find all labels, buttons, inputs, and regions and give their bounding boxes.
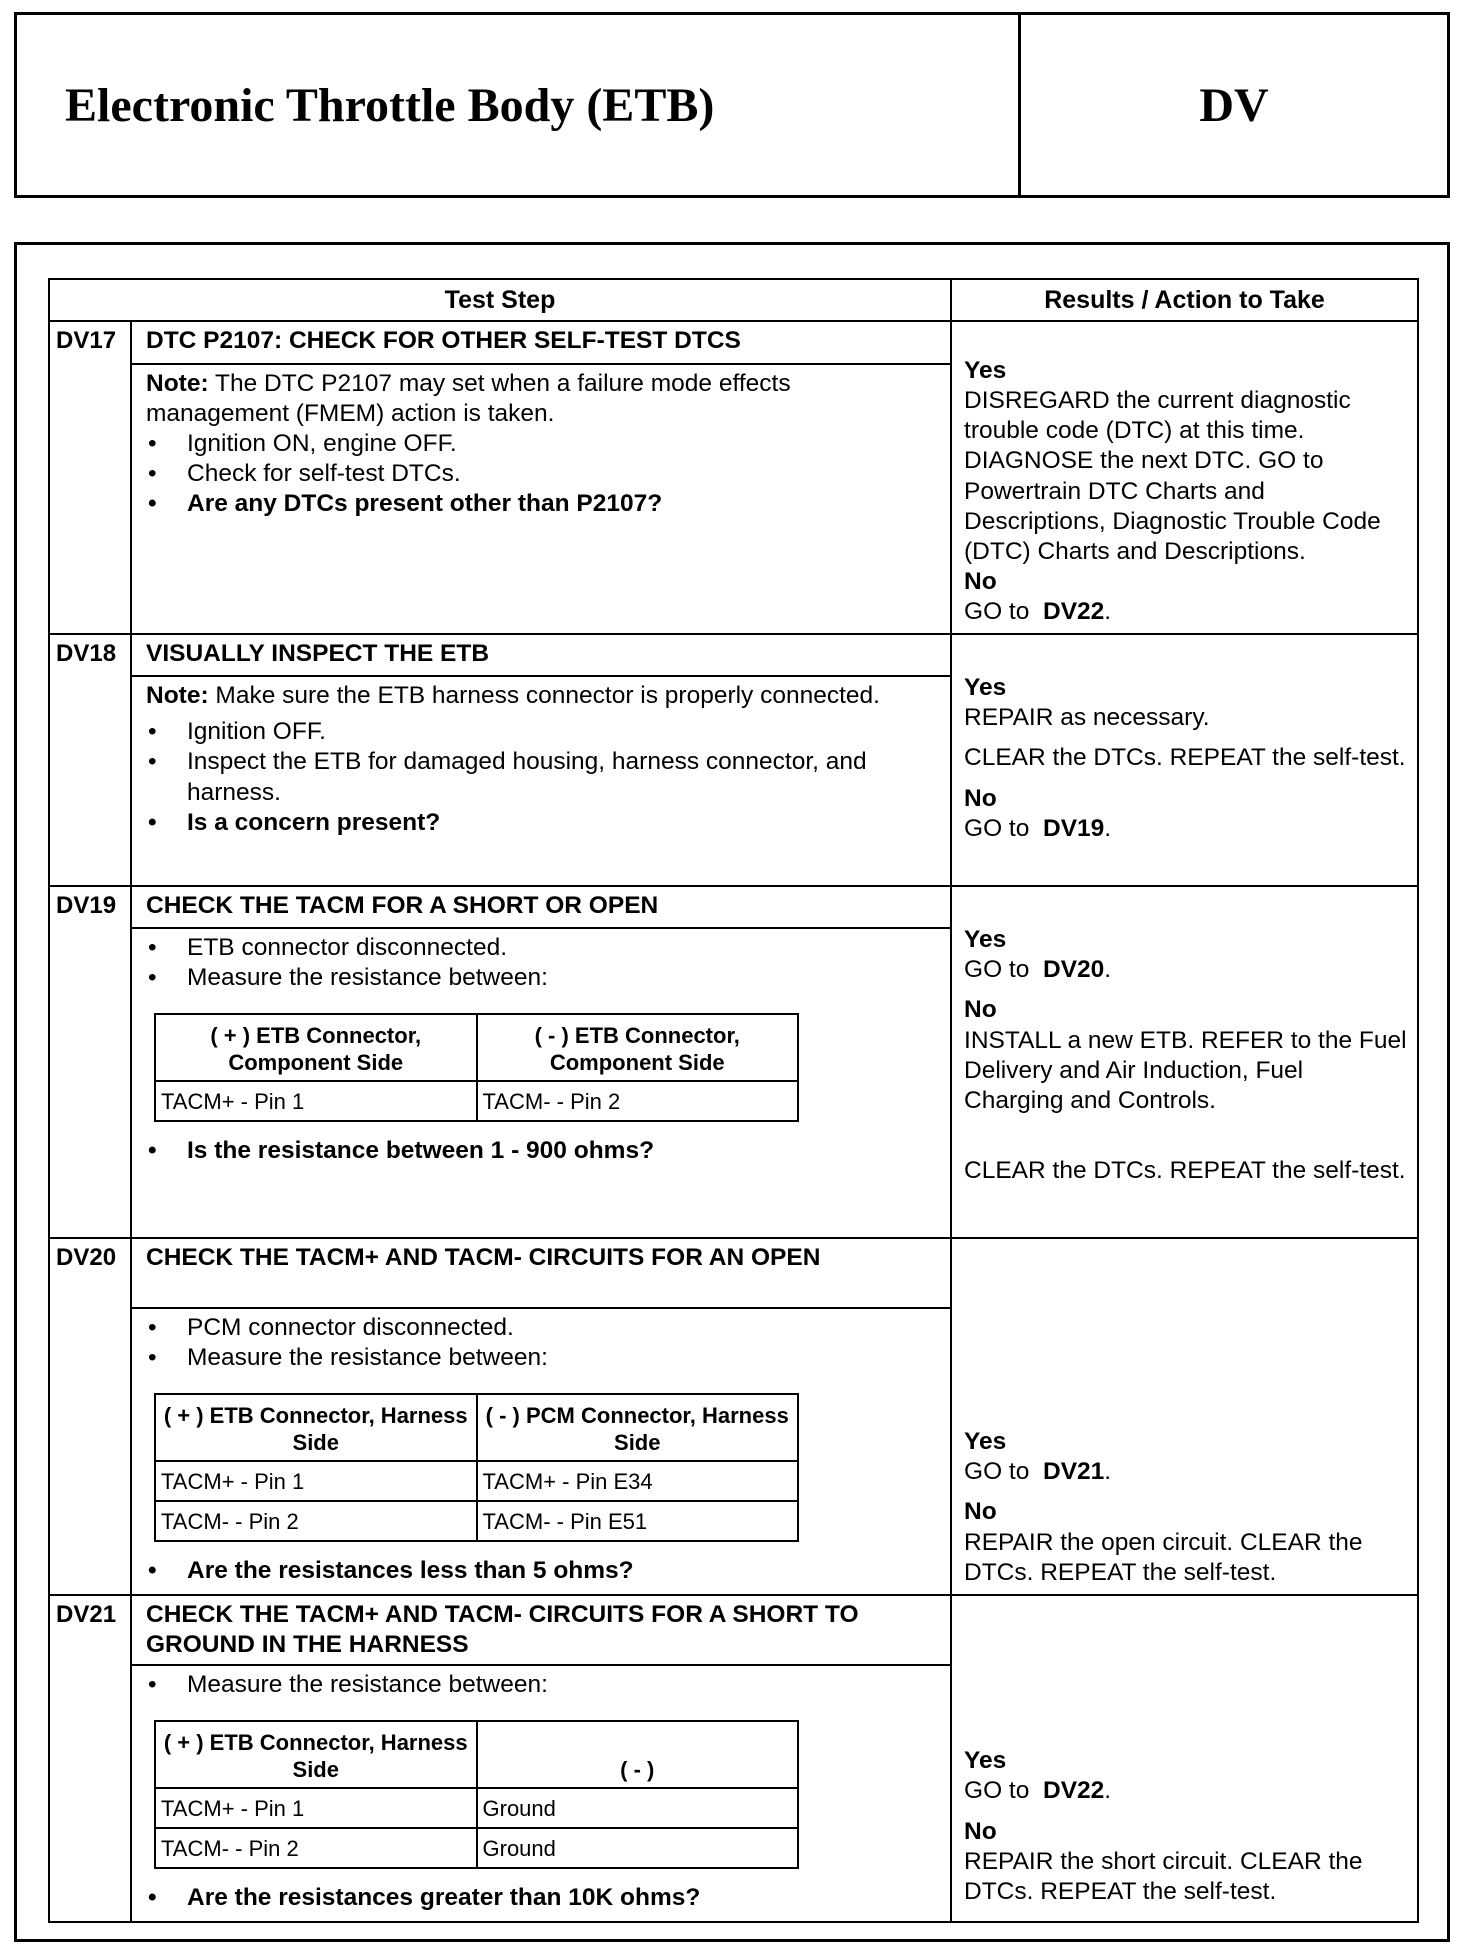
resistance-table <box>154 1393 799 1542</box>
table-cell: TACM- - Pin E51 <box>477 1501 799 1541</box>
yes-action-prefix: GO to <box>964 1777 1030 1805</box>
step-result <box>951 886 1418 1238</box>
table-header: ( + ) ETB Connector, Harness Side <box>155 1721 477 1788</box>
step-bullets <box>146 1556 940 1586</box>
table-cell: Ground <box>477 1788 799 1828</box>
step-body <box>131 364 951 634</box>
table-header-row <box>49 279 1418 321</box>
table-row <box>155 1081 798 1121</box>
step-id-spacer <box>49 676 131 886</box>
step-title-row <box>49 634 1418 676</box>
table-cell: Ground <box>477 1828 799 1868</box>
table-cell: TACM+ - Pin 1 <box>155 1788 477 1828</box>
table-cell: TACM- - Pin 2 <box>155 1828 477 1868</box>
step-question: • Is the resistance between 1 - 900 ohms? <box>146 1136 940 1166</box>
table-row <box>155 1828 798 1868</box>
table-header: ( - ) ETB Connector, Component Side <box>477 1014 799 1081</box>
step-title: CHECK THE TACM FOR A SHORT OR OPEN <box>131 886 951 928</box>
step-body <box>131 928 951 1238</box>
note-text: The DTC P2107 may set when a failure mode effects management (FMEM) action is taken. <box>146 369 791 428</box>
step-result <box>951 634 1418 886</box>
no-action: REPAIR the short circuit. CLEAR the DTCs. REPEAT the self-test. <box>964 1847 1363 1905</box>
step-title: DTC P2107: CHECK FOR OTHER SELF-TEST DTCS <box>131 321 951 364</box>
section-code: DV <box>1199 78 1269 132</box>
list-item: • Ignition ON, engine OFF. <box>146 429 940 459</box>
no-action-suffix: . <box>1104 814 1112 842</box>
no-label: No <box>964 996 997 1024</box>
step-id: DV20 <box>49 1238 131 1308</box>
table-cell: TACM- - Pin 2 <box>477 1081 799 1121</box>
step-bullets <box>146 429 940 519</box>
results-header: Results / Action to Take <box>951 279 1418 321</box>
step-body <box>131 1308 951 1595</box>
list-item: • Measure the resistance between: <box>146 1343 940 1373</box>
no-action-prefix: GO to <box>964 598 1030 625</box>
no-action-suffix: . <box>1104 598 1112 625</box>
step-question: • Are any DTCs present other than P2107? <box>146 489 940 519</box>
step-title-row <box>49 1595 1418 1665</box>
resistance-table <box>154 1013 799 1122</box>
no-label: No <box>964 784 997 812</box>
step-result <box>951 1238 1418 1595</box>
diagnostic-table <box>48 278 1419 1923</box>
table-header: ( - ) PCM Connector, Harness Side <box>477 1394 799 1461</box>
list-item: • Check for self-test DTCs. <box>146 459 940 489</box>
no-action: INSTALL a new ETB. REFER to the Fuel Delivery and Air Induction, Fuel Charging and Controls. <box>964 1026 1407 1114</box>
yes-label: Yes <box>964 926 1007 954</box>
step-question: • Are the resistances greater than 10K ohms? <box>146 1883 940 1913</box>
list-item: • Measure the resistance between: <box>146 963 940 993</box>
note-text: Make sure the ETB harness connector is properly connected. <box>215 682 880 710</box>
yes-action-ref: DV20 <box>1043 956 1105 984</box>
no-action-ref: DV19 <box>1043 814 1105 842</box>
yes-label: Yes <box>964 1747 1007 1775</box>
step-body <box>131 1665 951 1922</box>
step-bullets <box>146 717 940 838</box>
table-row <box>155 1461 798 1501</box>
yes-label: Yes <box>964 674 1007 702</box>
step-id-spacer <box>49 364 131 634</box>
step-bullets <box>146 1313 940 1373</box>
yes-action-suffix: . <box>1104 956 1112 984</box>
no-label: No <box>964 567 997 595</box>
step-id-spacer <box>49 1665 131 1922</box>
no-action: REPAIR the open circuit. CLEAR the DTCs. REPEAT the self-test. <box>964 1528 1363 1586</box>
step-result <box>951 321 1418 634</box>
no-action-prefix: GO to <box>964 814 1030 842</box>
no-label: No <box>964 1817 997 1845</box>
no-action-ref: DV22 <box>1043 598 1105 625</box>
step-title-row <box>49 1238 1418 1308</box>
step-id: DV17 <box>49 321 131 364</box>
step-title: VISUALLY INSPECT THE ETB <box>131 634 951 676</box>
table-cell: TACM+ - Pin E34 <box>477 1461 799 1501</box>
yes-action-followup: CLEAR the DTCs. REPEAT the self-test. <box>964 744 1406 772</box>
step-id: DV19 <box>49 886 131 928</box>
table-row <box>155 1501 798 1541</box>
table-header: ( + ) ETB Connector, Harness Side <box>155 1394 477 1461</box>
step-bullets <box>146 933 940 993</box>
step-id-spacer <box>49 928 131 1238</box>
step-question: • Are the resistances less than 5 ohms? <box>146 1556 940 1586</box>
test-step-header: Test Step <box>49 279 951 321</box>
yes-action-prefix: GO to <box>964 956 1030 984</box>
step-bullets <box>146 1883 940 1913</box>
step-title: CHECK THE TACM+ AND TACM- CIRCUITS FOR AN OPEN <box>131 1238 951 1308</box>
yes-action: REPAIR as necessary. <box>964 704 1210 732</box>
no-label: No <box>964 1498 997 1526</box>
step-body <box>131 676 951 886</box>
list-item: • Measure the resistance between: <box>146 1670 940 1700</box>
step-title-row <box>49 321 1418 364</box>
list-item: • ETB connector disconnected. <box>146 933 940 963</box>
step-result <box>951 1595 1418 1922</box>
step-bullets <box>146 1136 940 1166</box>
table-cell: TACM+ - Pin 1 <box>155 1461 477 1501</box>
table-row <box>155 1788 798 1828</box>
step-id-spacer <box>49 1308 131 1595</box>
page-header <box>14 12 1450 198</box>
yes-action-ref: DV22 <box>1043 1777 1105 1805</box>
note-label: Note: <box>146 682 209 710</box>
list-item: • Inspect the ETB for damaged housing, harness connector, and harness. <box>146 747 940 807</box>
yes-action-suffix: . <box>1104 1777 1112 1805</box>
step-title: CHECK THE TACM+ AND TACM- CIRCUITS FOR A SHORT TO GROUND IN THE HARNESS <box>131 1595 951 1665</box>
step-id: DV21 <box>49 1595 131 1665</box>
yes-action: DISREGARD the current diagnostic trouble code (DTC) at this time. DIAGNOSE the next DTC. GO to Powertrain DTC Charts and Descriptions, Diagnostic Trouble Code (DTC) Charts and Descriptions. <box>964 387 1381 565</box>
step-title-row <box>49 886 1418 928</box>
yes-label: Yes <box>964 1428 1007 1456</box>
note-label: Note: <box>146 369 209 397</box>
table-header: ( - ) <box>477 1721 799 1788</box>
yes-action-suffix: . <box>1104 1458 1112 1486</box>
resistance-table <box>154 1720 799 1869</box>
step-id: DV18 <box>49 634 131 676</box>
table-cell: TACM+ - Pin 1 <box>155 1081 477 1121</box>
list-item: • Ignition OFF. <box>146 717 940 747</box>
yes-label: Yes <box>964 357 1007 384</box>
list-item: • PCM connector disconnected. <box>146 1313 940 1343</box>
page-title: Electronic Throttle Body (ETB) <box>17 15 1021 195</box>
no-action-followup: CLEAR the DTCs. REPEAT the self-test. <box>964 1156 1406 1184</box>
yes-action-ref: DV21 <box>1043 1458 1105 1486</box>
step-question: • Is a concern present? <box>146 808 940 838</box>
table-header: ( + ) ETB Connector, Component Side <box>155 1014 477 1081</box>
step-bullets <box>146 1670 940 1700</box>
table-cell: TACM- - Pin 2 <box>155 1501 477 1541</box>
yes-action-prefix: GO to <box>964 1458 1030 1486</box>
